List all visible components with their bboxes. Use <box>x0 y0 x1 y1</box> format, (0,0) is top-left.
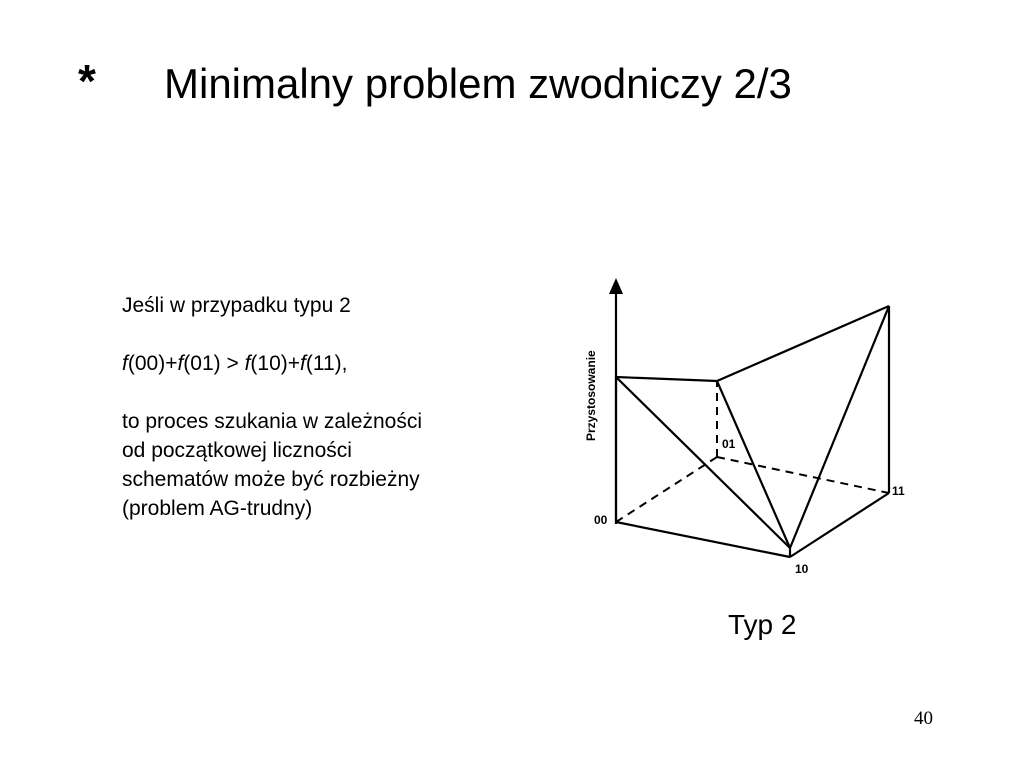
paragraph-line: to proces szukania w zależności <box>122 410 422 433</box>
point-label-10: 10 <box>795 562 809 576</box>
point-label-00: 00 <box>594 513 608 527</box>
page-title: Minimalny problem zwodniczy 2/3 <box>164 60 792 107</box>
point-label-11: 11 <box>892 484 905 498</box>
fitness-landscape-diagram <box>560 268 920 588</box>
fitness-axis-label: Przystosowanie <box>584 350 598 441</box>
paragraph-line: schematów może być rozbieżny <box>122 468 420 491</box>
paragraph-line: (problem AG-trudny) <box>122 497 313 520</box>
formula-t1: (00)+ <box>127 352 178 375</box>
base-edge-10-11 <box>790 493 889 557</box>
body-text <box>122 291 542 523</box>
formula-f3: f <box>244 352 251 375</box>
spacer <box>122 320 542 349</box>
page-number: 40 <box>914 708 933 729</box>
surface-edge-00-01 <box>616 377 717 381</box>
intro-line: Jeśli w przypadku typu 2 <box>122 294 351 317</box>
formula-f2: f <box>177 352 184 375</box>
formula-t2: (01) > <box>183 352 245 375</box>
axis-arrowhead <box>609 278 623 294</box>
formula-f1: f <box>122 352 128 375</box>
formula-line <box>122 349 542 378</box>
surface-edge-00-10 <box>616 377 790 548</box>
formula-t4: (11), <box>305 352 348 375</box>
surface-edge-01-10 <box>717 381 790 548</box>
paragraph-line: od początkowej liczności <box>122 439 352 462</box>
formula-f4: f <box>300 352 306 375</box>
formula-t3: (10)+ <box>250 352 301 375</box>
diagram-caption: Typ 2 <box>728 609 797 640</box>
title-bullet: * <box>78 55 96 107</box>
point-label-01: 01 <box>722 437 736 451</box>
hidden-edge-00-01 <box>616 457 717 522</box>
hidden-edge-01-11 <box>717 457 889 493</box>
spacer <box>122 378 542 407</box>
base-edge-00-10 <box>616 522 790 557</box>
